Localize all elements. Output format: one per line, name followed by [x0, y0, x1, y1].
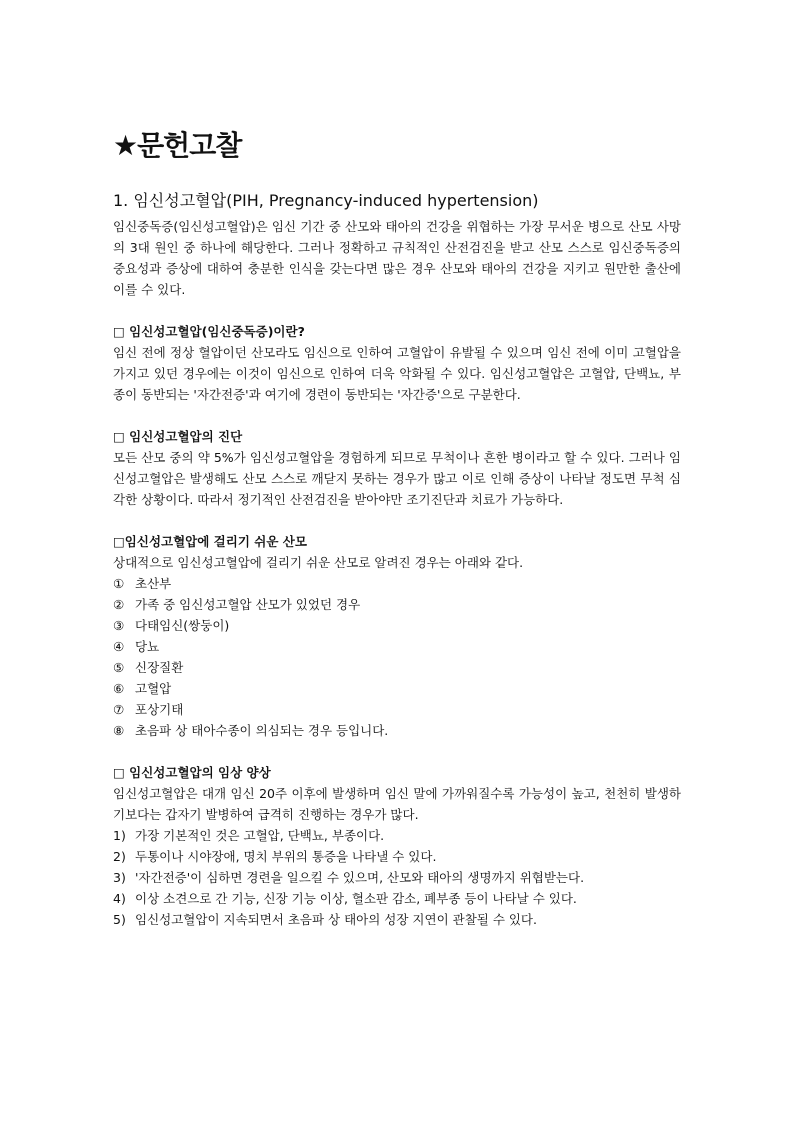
document-page: [113, 126, 681, 930]
list-item-text: 당뇨: [135, 639, 160, 654]
list-marker: 4): [113, 891, 126, 906]
list-marker: 5): [113, 912, 126, 927]
list-item-text: 가족 중 임신성고혈압 산모가 있었던 경우: [135, 597, 361, 612]
list-marker: ②: [113, 597, 125, 612]
list-item: [113, 909, 681, 930]
list-item: [113, 825, 681, 846]
clinical-heading: □ 임신성고혈압의 임상 양상: [113, 765, 271, 780]
list-item-text: 초음파 상 태아수종이 의심되는 경우 등입니다.: [135, 723, 389, 738]
list-item-text: 신장질환: [135, 660, 184, 675]
list-marker: 3): [113, 870, 126, 885]
risk-list: [113, 573, 681, 741]
list-item-text: 다태임신(쌍둥이): [135, 618, 230, 633]
list-item: [113, 573, 681, 594]
list-item: [113, 846, 681, 867]
list-marker: ①: [113, 576, 125, 591]
list-marker: ⑤: [113, 660, 125, 675]
list-item-text: 가장 기본적인 것은 고혈압, 단백뇨, 부종이다.: [135, 828, 385, 843]
section-heading: 1. 임신성고혈압(PIH, Pregnancy-induced hypertension): [113, 191, 539, 210]
list-item: [113, 594, 681, 615]
list-item-text: 포상기태: [135, 702, 184, 717]
list-marker: ④: [113, 639, 125, 654]
what-is-paragraph: 임신 전에 정상 혈압이던 산모라도 임신으로 인하여 고혈압이 유발될 수 있으며 임신 전에 이미 고혈압을 가지고 있던 경우에는 이것이 임신으로 인하여 더욱 악화될 수 있다. 임신성고혈압은 고혈압, 단백뇨, 부종이 동반되는 '자간전증'과 여기에 경련이 동반되는 '자간증'으로 구분한다.: [113, 345, 681, 402]
what-is-heading: □ 임신성고혈압(임신중독증)이란?: [113, 324, 305, 339]
diagnosis-heading: □ 임신성고혈압의 진단: [113, 429, 243, 444]
list-item: [113, 615, 681, 636]
list-item: [113, 657, 681, 678]
list-marker: ⑦: [113, 702, 125, 717]
list-item-text: '자간전증'이 심하면 경련을 일으킬 수 있으며, 산모와 태아의 생명까지 위협받는다.: [135, 870, 585, 885]
risk-heading: □임신성고혈압에 걸리기 쉬운 산모: [113, 534, 307, 549]
document-title: ★문헌고찰: [113, 129, 242, 162]
list-item-text: 이상 소견으로 간 기능, 신장 기능 이상, 혈소판 감소, 폐부종 등이 나타날 수 있다.: [135, 891, 577, 906]
list-marker: ⑥: [113, 681, 125, 696]
list-marker: ③: [113, 618, 125, 633]
list-item-text: 초산부: [135, 576, 172, 591]
list-item: [113, 867, 681, 888]
list-item-text: 고혈압: [135, 681, 172, 696]
list-item: [113, 636, 681, 657]
list-marker: 2): [113, 849, 126, 864]
diagnosis-paragraph: 모든 산모 중의 약 5%가 임신성고혈압을 경험하게 되므로 무척이나 흔한 병이라고 할 수 있다. 그러나 임신성고혈압은 발생해도 산모 스스로 깨닫지 못하는 경우가 많고 이로 인해 증상이 나타날 정도면 무척 심각한 상황이다. 따라서 정기적인 산전검진을 받아야만 조기진단과 치료가 가능하다.: [113, 450, 682, 507]
list-item-text: 두통이나 시야장애, 명치 부위의 통증을 나타낼 수 있다.: [135, 849, 437, 864]
clinical-list: [113, 825, 681, 930]
list-marker: 1): [113, 828, 126, 843]
list-item-text: 임신성고혈압이 지속되면서 초음파 상 태아의 성장 지연이 관찰될 수 있다.: [135, 912, 537, 927]
list-item: [113, 678, 681, 699]
list-item: [113, 888, 681, 909]
list-marker: ⑧: [113, 723, 125, 738]
risk-intro: 상대적으로 임신성고혈압에 걸리기 쉬운 산모로 알려진 경우는 아래와 같다.: [113, 555, 524, 570]
list-item: [113, 699, 681, 720]
list-item: [113, 720, 681, 741]
intro-paragraph: 임신중독증(임신성고혈압)은 임신 기간 중 산모와 태아의 건강을 위협하는 가장 무서운 병으로 산모 사망의 3대 원인 중 하나에 해당한다. 그러나 정확하고 규칙적인 산전검진을 받고 산모 스스로 임신중독증의중요성과 증상에 대하여 충분한 인식을 갖는다면 많은 경우 산모와 태아의 건강을 지키고 원만한 출산에 이를 수 있다.: [113, 219, 681, 297]
clinical-intro: 임신성고혈압은 대개 임신 20주 이후에 발생하며 임신 말에 가까워질수록 가능성이 높고, 천천히 발생하기보다는 갑자기 발병하여 급격히 진행하는 경우가 많다.: [113, 786, 681, 822]
